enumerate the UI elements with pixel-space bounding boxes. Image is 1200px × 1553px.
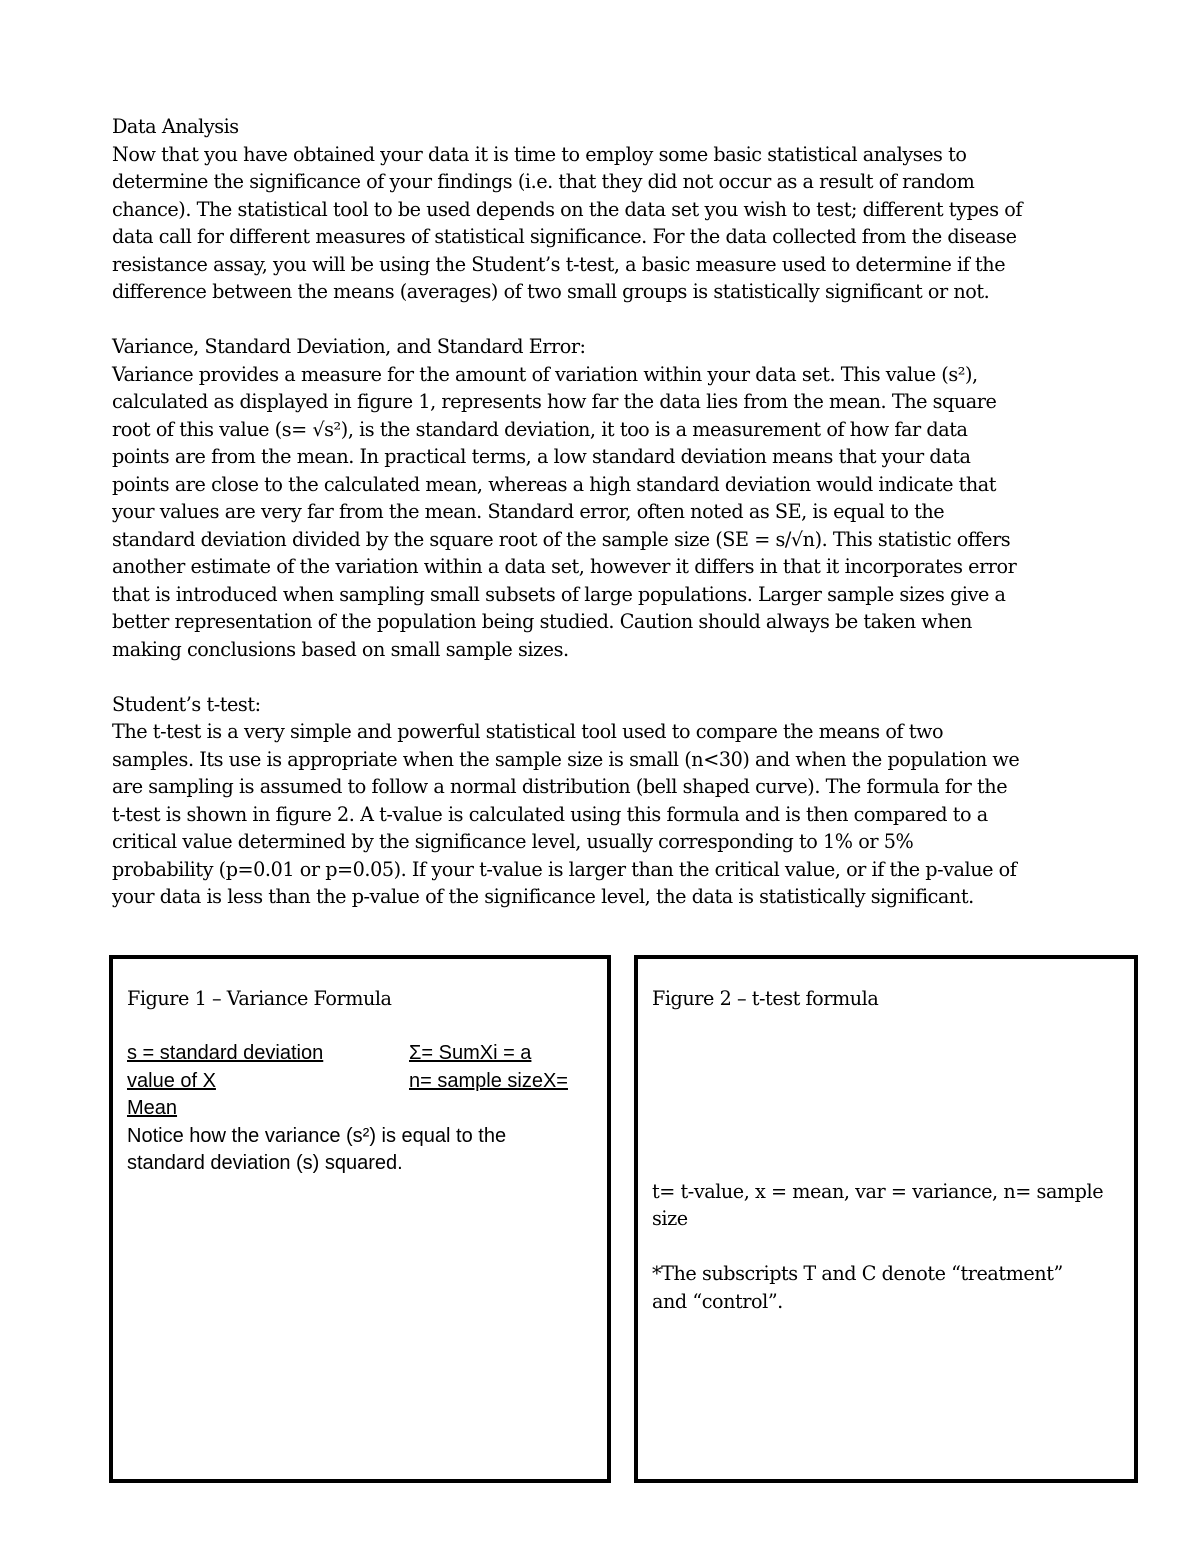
figure-2-content	[652, 985, 1124, 1315]
figure-1-box	[109, 955, 611, 1483]
text-line: The t-test is a very simple and powerful statistical tool used to compare the means of two	[112, 720, 944, 743]
definition-standard-deviation: s = standard deviation	[127, 1042, 324, 1064]
text-line: difference between the means (averages) of two small groups is statistically significant or not.	[112, 280, 990, 303]
definition-sum: Σ= SumXi = a	[409, 1042, 532, 1064]
text-line: t-test is shown in figure 2. A t-value is calculated using this formula and is then compared to a	[112, 802, 988, 826]
figure-2-note-line: *The subscripts T and C denote “treatment”	[652, 1262, 1063, 1285]
figure-2-legend-line: size	[652, 1207, 688, 1230]
text-line: determine the significance of your findings (i.e. that they did not occur as a result of random	[112, 170, 975, 193]
figure-1-note-line: standard deviation (s) squared.	[127, 1152, 403, 1174]
section-title: Data Analysis	[112, 115, 239, 138]
text-line: making conclusions based on small sample sizes.	[112, 637, 569, 661]
document-body	[112, 113, 1092, 938]
text-line: points are from the mean. In practical terms, a low standard deviation means that your data	[112, 445, 971, 468]
figure-1-note-line: Notice how the variance (s²) is equal to the	[127, 1124, 507, 1147]
text-line: better representation of the population being studied. Caution should always be taken when	[112, 610, 972, 633]
figure-2-title: Figure 2 – t-test formula	[652, 987, 879, 1010]
figure-2-legend-line: t= t-value, x = mean, var = variance, n= sample	[652, 1179, 1104, 1203]
text-line: probability (p=0.01 or p=0.05). If your t-value is larger than the critical value, or if the p-value of	[112, 857, 1017, 881]
text-line: Now that you have obtained your data it is time to employ some basic statistical analyses to	[112, 142, 967, 166]
text-line: samples. Its use is appropriate when the sample size is small (n<30) and when the population we	[112, 747, 1020, 771]
text-line: another estimate of the variation within a data set, however it differs in that it incorporates error	[112, 555, 1017, 578]
figure-1-definitions	[127, 1040, 597, 1178]
text-line: resistance assay, you will be using the Student’s t-test, a basic measure used to determine if the	[112, 252, 1006, 276]
figure-2-note-line: and “control”.	[652, 1289, 783, 1313]
text-line: critical value determined by the significance level, usually corresponding to 1% or 5%	[112, 830, 914, 853]
text-line: Variance provides a measure for the amount of variation within your data set. This value (s²),	[112, 362, 978, 386]
text-line: data call for different measures of statistical significance. For the data collected from the disease	[112, 225, 1017, 248]
definition-value-of-x: value of X	[127, 1069, 216, 1092]
figure-1-title: Figure 1 – Variance Formula	[127, 987, 392, 1010]
text-line: chance). The statistical tool to be used depends on the data set you wish to test; different types of	[112, 197, 1022, 221]
section-t-test	[112, 691, 1092, 911]
section-data-analysis	[112, 113, 1092, 306]
figure-1-content	[127, 985, 597, 1178]
definition-mean: Mean	[127, 1097, 178, 1119]
text-line: standard deviation divided by the square root of the sample size (SE = s/√n). This statistic offers	[112, 527, 1011, 551]
text-line: that is introduced when sampling small subsets of large populations. Larger sample sizes give a	[112, 582, 1006, 606]
section-variance	[112, 333, 1092, 663]
definition-sample-size: n= sample sizeX=	[409, 1069, 568, 1092]
figure-2-box	[634, 955, 1138, 1483]
section-title: Variance, Standard Deviation, and Standard Error:	[112, 335, 586, 358]
text-line: your values are very far from the mean. Standard error, often noted as SE, is equal to the	[112, 500, 945, 523]
text-line: your data is less than the p-value of the significance level, the data is statistically significant.	[112, 885, 974, 908]
text-line: calculated as displayed in figure 1, represents how far the data lies from the mean. The square	[112, 390, 997, 413]
section-title: Student’s t-test:	[112, 692, 261, 716]
figure-2-legend	[652, 1178, 1124, 1316]
text-line: points are close to the calculated mean, whereas a high standard deviation would indicate that	[112, 472, 997, 496]
text-line: are sampling is assumed to follow a normal distribution (bell shaped curve). The formula for the	[112, 775, 1008, 798]
text-line: root of this value (s= √s²), is the standard deviation, it too is a measurement of how far data	[112, 417, 968, 441]
